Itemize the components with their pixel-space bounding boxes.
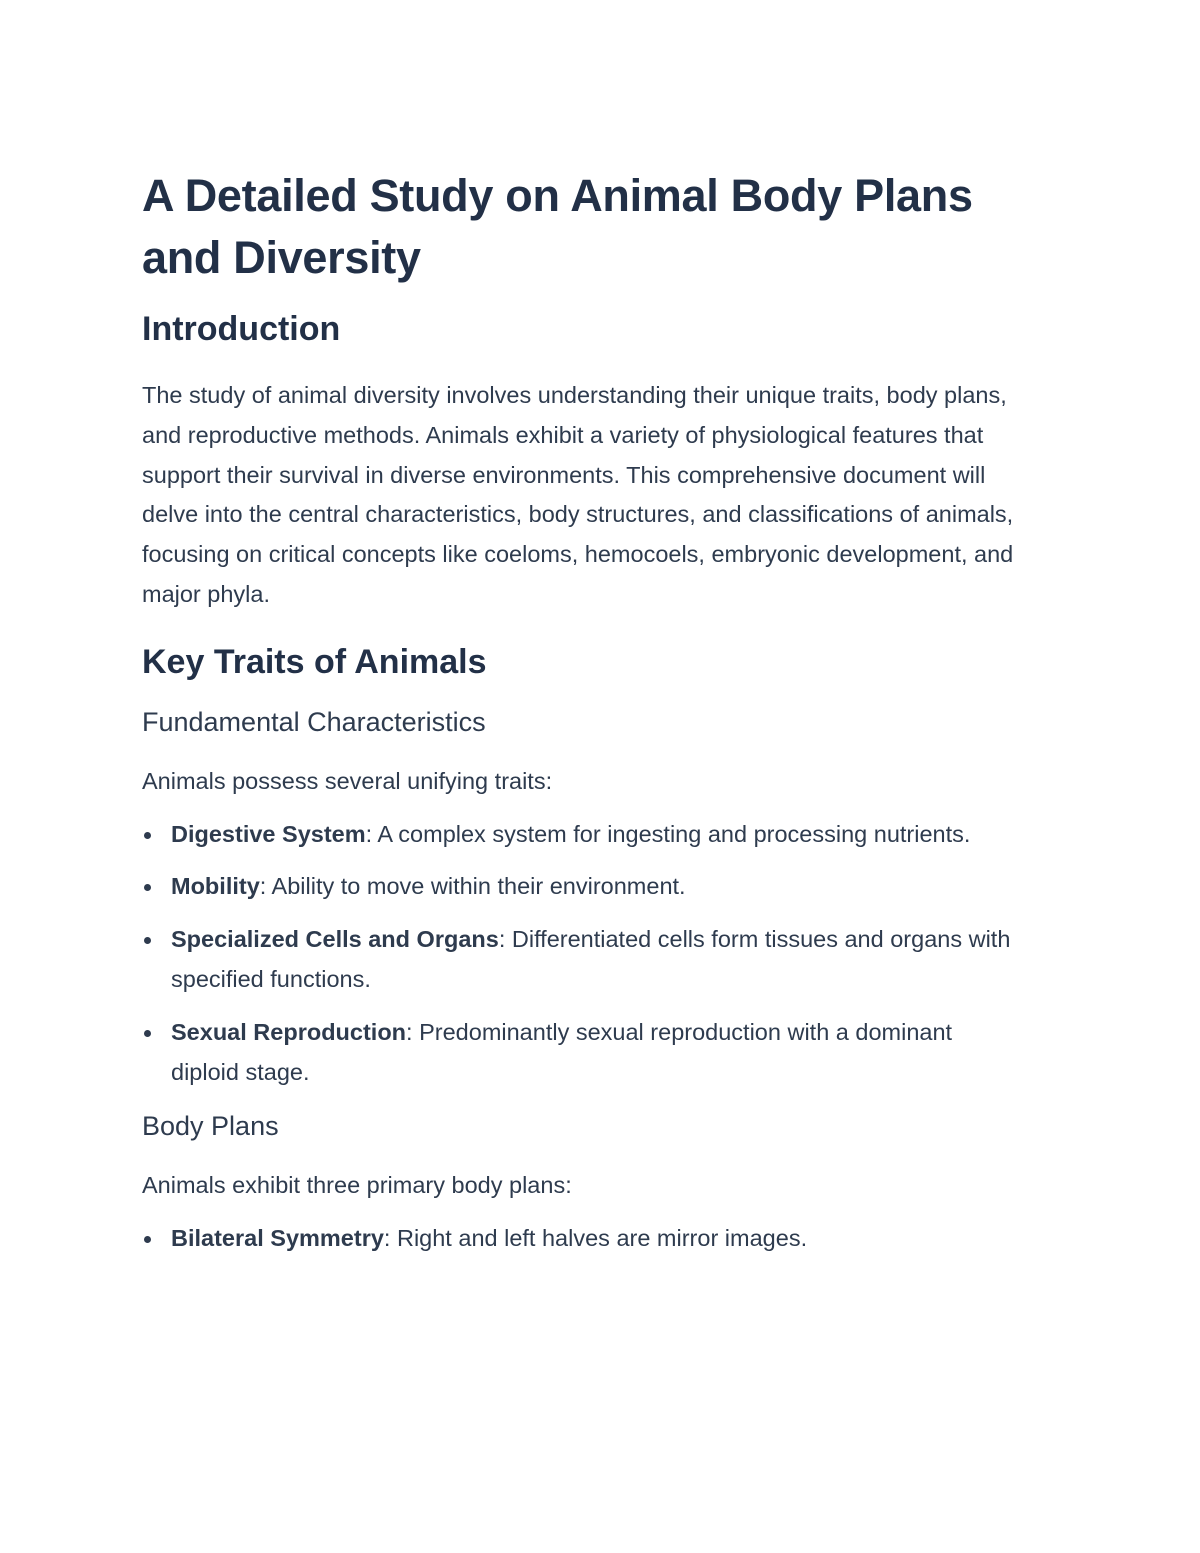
bullet-icon	[144, 884, 151, 891]
list-item-term: Mobility	[171, 873, 260, 900]
subsection-heading-fundamental: Fundamental Characteristics	[142, 706, 486, 737]
list-item-term: Bilateral Symmetry	[171, 1225, 384, 1252]
list-item-text: : Right and left halves are mirror images.	[383, 1225, 808, 1252]
body-plans-intro: Animals exhibit three primary body plans:	[142, 1172, 572, 1199]
body-plans-list	[142, 1219, 1022, 1259]
bullet-icon	[144, 1030, 151, 1037]
fundamental-intro: Animals possess several unifying traits:	[142, 767, 553, 794]
bullet-icon	[144, 937, 151, 944]
list-item	[142, 1219, 1022, 1259]
document-title: A Detailed Study on Animal Body Plans and Diversity	[142, 170, 973, 283]
list-item	[142, 867, 1022, 907]
introduction-paragraph: The study of animal diversity involves understanding their unique traits, body plans, and reproductive methods. Animals exhibit a variety of physiological features that support their survival in diverse environments. This comprehensive document will delve into the central characteristics, body structures, and classifications of animals, focusing on critical concepts like coeloms, hemocoels, embryonic development, and major phyla.	[142, 382, 1014, 607]
bullet-icon	[144, 832, 151, 839]
list-item-term: Digestive System	[171, 820, 366, 847]
fundamental-list	[142, 815, 1022, 1093]
section-heading-introduction: Introduction	[142, 310, 341, 348]
document-page	[142, 165, 1042, 1259]
list-item	[142, 815, 1022, 855]
list-item-text: : Differentiated cells form tissues and organs with specified functions.	[171, 926, 1011, 992]
list-item-text: : A complex system for ingesting and processing nutrients.	[365, 820, 971, 847]
list-item-text: : Ability to move within their environment.	[259, 873, 686, 900]
list-item-text: : Predominantly sexual reproduction with a dominant diploid stage.	[171, 1018, 953, 1085]
subsection-heading-body-plans: Body Plans	[142, 1111, 279, 1142]
section-heading-key-traits: Key Traits of Animals	[142, 642, 487, 681]
list-item-term: Sexual Reproduction	[171, 1018, 407, 1045]
list-item	[142, 920, 1022, 1000]
list-item-term: Specialized Cells and Organs	[171, 926, 499, 953]
list-item	[142, 1013, 1022, 1093]
bullet-icon	[144, 1236, 151, 1243]
